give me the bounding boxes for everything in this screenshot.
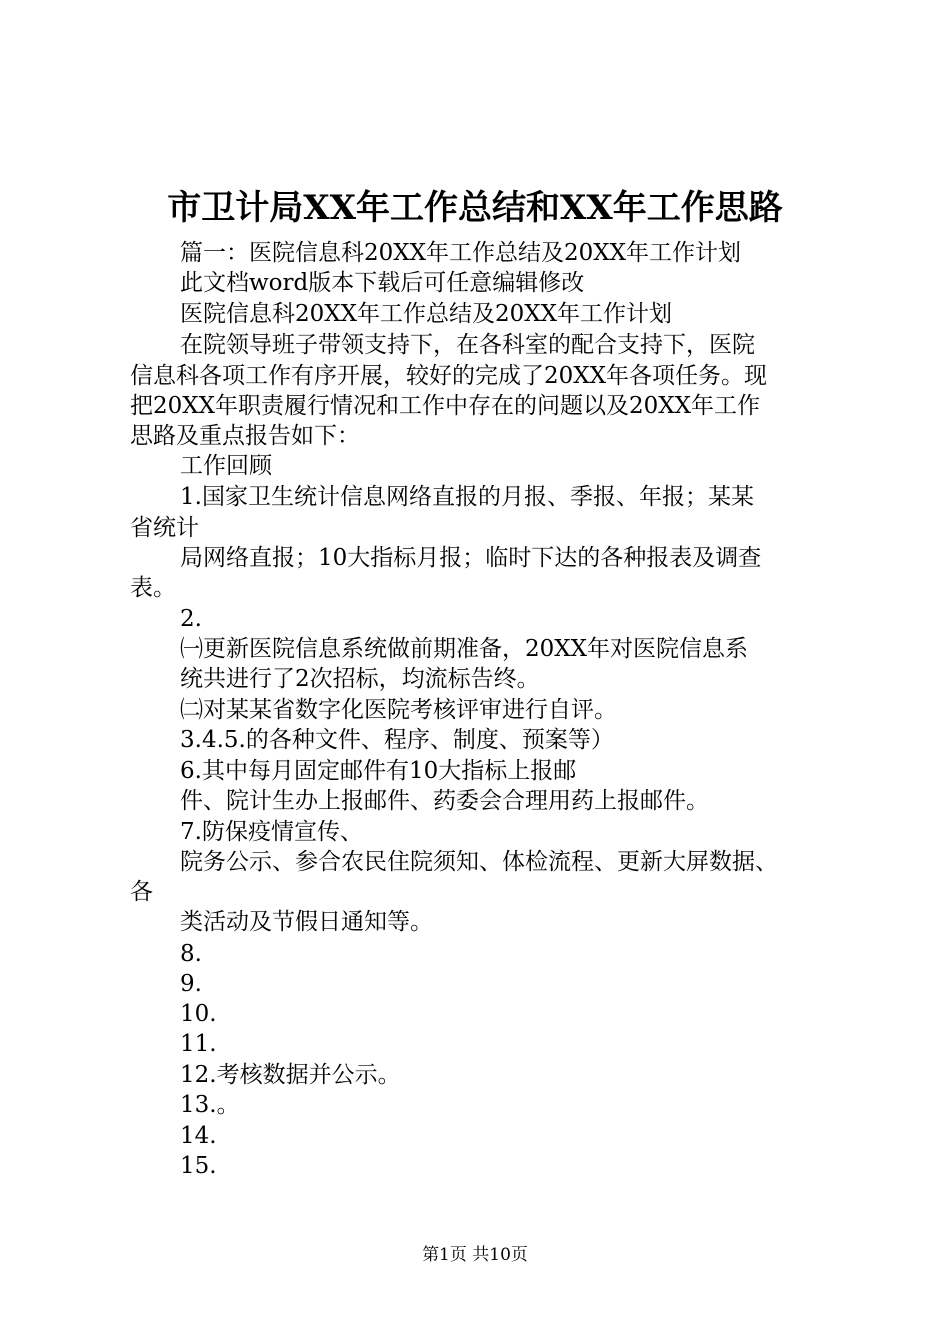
text-line-2: 此文档word版本下载后可任意编辑修改 — [180, 270, 585, 296]
text-line-27: 11. — [180, 1031, 217, 1057]
text-line-6: 把20XX年职责履行情况和工作中存在的问题以及20XX年工作 — [130, 393, 761, 419]
text-line-19: 件、院计生办上报邮件、药委会合理用药上报邮件。 — [180, 788, 709, 814]
text-line-14: ㈠更新医院信息系统做前期准备，20XX年对医院信息系 — [180, 636, 749, 662]
text-line-20: 7.防保疫情宣传、 — [180, 819, 363, 845]
text-line-9: 1.国家卫生统计信息网络直报的月报、季报、年报；某某 — [180, 484, 754, 510]
text-line-10: 省统计 — [130, 515, 199, 541]
text-line-23: 类活动及节假日通知等。 — [180, 909, 433, 935]
text-line-5: 信息科各项工作有序开展，较好的完成了20XX年各项任务。现 — [130, 363, 768, 389]
text-line-11: 局网络直报；10大指标月报；临时下达的各种报表及调查 — [180, 545, 762, 571]
document-title: 市卫计局XX年工作总结和XX年工作思路 — [167, 188, 783, 228]
text-line-24: 8. — [180, 941, 202, 967]
text-line-16: ㈡对某某省数字化医院考核评审进行自评。 — [180, 697, 617, 723]
text-line-30: 14. — [180, 1123, 217, 1149]
text-line-29: 13.。 — [180, 1092, 240, 1118]
text-line-1: 篇一：医院信息科20XX年工作总结及20XX年工作计划 — [180, 240, 742, 266]
text-line-31: 15. — [180, 1153, 217, 1179]
text-line-15: 统共进行了2次招标，均流标告终。 — [180, 666, 540, 692]
text-line-26: 10. — [180, 1001, 217, 1027]
text-line-12: 表。 — [130, 575, 176, 601]
text-line-22: 各 — [130, 879, 153, 905]
text-line-17: 3.4.5.的各种文件、程序、制度、预案等） — [180, 727, 614, 753]
text-line-8: 工作回顾 — [180, 453, 272, 479]
text-line-3: 医院信息科20XX年工作总结及20XX年工作计划 — [180, 301, 673, 327]
text-line-7: 思路及重点报告如下： — [130, 423, 360, 449]
text-line-4: 在院领导班子带领支持下，在各科室的配合支持下，医院 — [180, 332, 755, 358]
text-line-13: 2. — [180, 606, 202, 632]
text-line-18: 6.其中每月固定邮件有10大指标上报邮 — [180, 758, 577, 784]
text-line-28: 12.考核数据并公示。 — [180, 1062, 401, 1088]
text-line-21: 院务公示、参合农民住院须知、体检流程、更新大屏数据、 — [180, 849, 778, 875]
page-number: 第1页 共10页 — [422, 1245, 528, 1265]
text-line-25: 9. — [180, 971, 202, 997]
